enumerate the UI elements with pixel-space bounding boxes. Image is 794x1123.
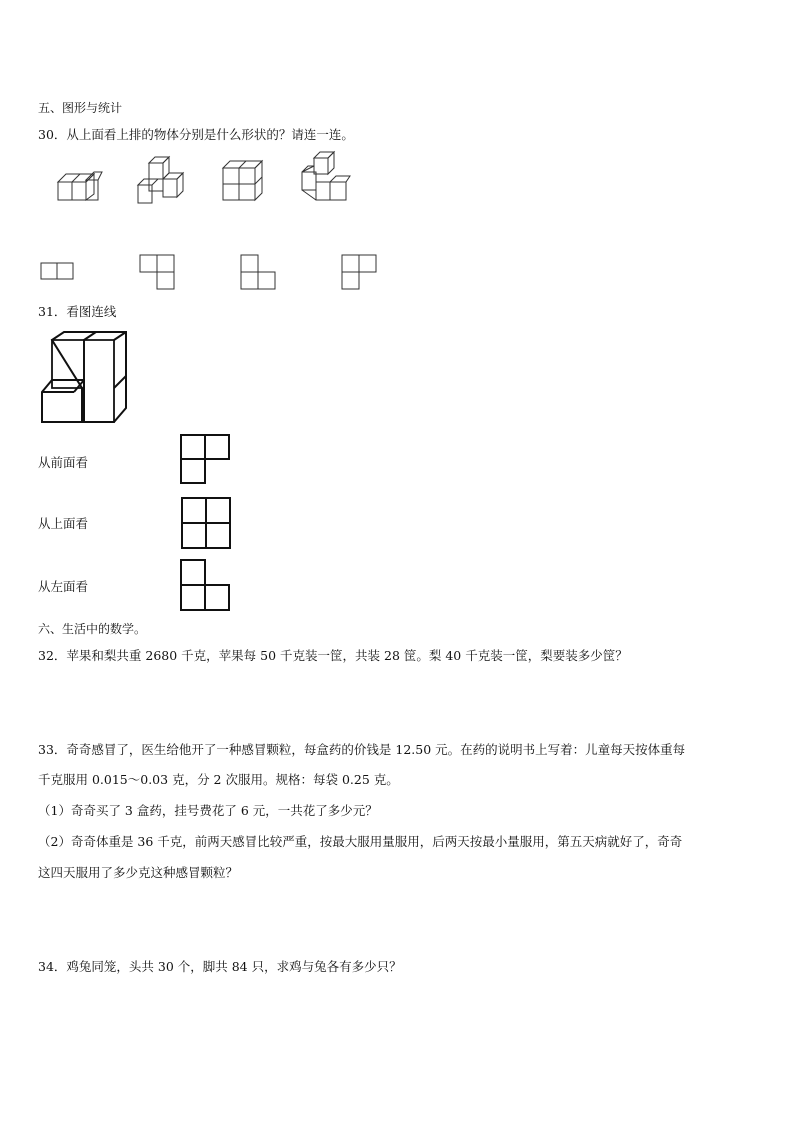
question-33-sub-2-line-2: 这四天服用了多少克这种感冒颗粒？ bbox=[38, 865, 239, 880]
view-label-top: 从上面看 bbox=[38, 516, 89, 531]
cube-figure-2 bbox=[135, 155, 189, 207]
cube-figure-4 bbox=[298, 150, 354, 206]
section-6-title: 六、生活中的数学。 bbox=[38, 622, 147, 636]
view-shape-1 bbox=[179, 433, 231, 485]
question-31-text: 31．看图连线 bbox=[38, 304, 117, 319]
top-view-option-1 bbox=[40, 262, 76, 280]
cube-solid-figure bbox=[38, 330, 130, 426]
top-view-option-4 bbox=[341, 254, 379, 290]
question-32-text: 32．苹果和梨共重 2680 千克，苹果每 50 千克装一筐，共装 28 筐。梨 40 千克装一筐，梨要装多少筐？ bbox=[38, 648, 628, 663]
view-label-left: 从左面看 bbox=[38, 579, 89, 594]
question-34-text: 34．鸡兔同笼，头共 30 个，脚共 84 只，求鸡与兔各有多少只？ bbox=[38, 959, 402, 974]
view-shape-3 bbox=[179, 558, 231, 612]
cube-figure-1 bbox=[55, 168, 103, 204]
question-33-line-2: 千克服用 0.015～0.03 克，分 2 次服用。规格：每袋 0.25 克。 bbox=[38, 772, 399, 787]
question-30-text: 30．从上面看上排的物体分别是什么形状的？请连一连。 bbox=[38, 127, 354, 142]
view-label-front: 从前面看 bbox=[38, 455, 89, 470]
section-5-title: 五、图形与统计 bbox=[38, 101, 123, 115]
question-33-sub-1: （1）奇奇买了 3 盒药，挂号费花了 6 元，一共花了多少元？ bbox=[38, 803, 378, 818]
view-shape-2 bbox=[180, 496, 232, 550]
cube-figure-3 bbox=[220, 158, 266, 204]
question-33-line-1: 33．奇奇感冒了，医生给他开了一种感冒颗粒，每盒药的价钱是 12.50 元。在药的说明书上写着：儿童每天按体重每 bbox=[38, 742, 686, 757]
question-33-sub-2-line-1: （2）奇奇体重是 36 千克，前两天感冒比较严重，按最大服用量服用，后两天按最小量服用，第五天病就好了，奇奇 bbox=[38, 834, 683, 849]
top-view-option-2 bbox=[139, 254, 177, 290]
top-view-option-3 bbox=[240, 254, 278, 290]
